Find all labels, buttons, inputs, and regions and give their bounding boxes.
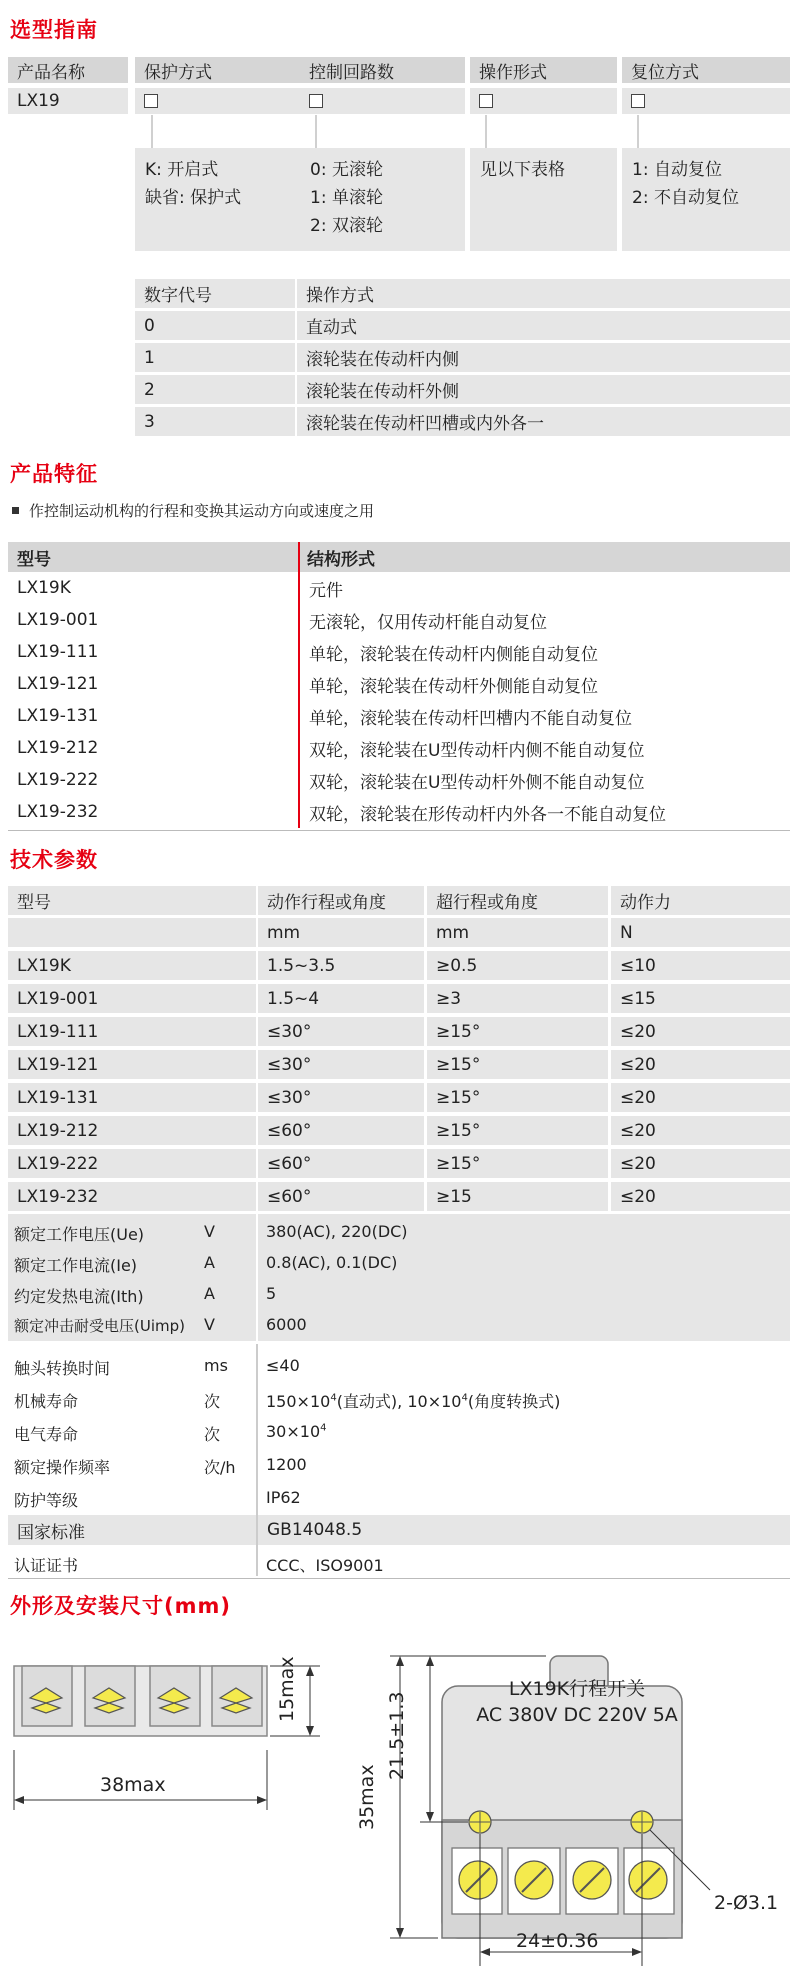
- code-row-method: 滚轮装在传动杆内侧: [297, 343, 790, 372]
- code-row-method: 直动式: [297, 311, 790, 340]
- param-unit: V: [204, 1315, 215, 1334]
- checkbox-placeholder: [309, 94, 323, 108]
- param-value: CCC、ISO9001: [266, 1556, 384, 1575]
- tech-stroke: ≤30°: [258, 1017, 424, 1046]
- param-label: 国家标准: [8, 1515, 256, 1545]
- feature-structure: 双轮，滚轮装在形传动杆内外各一不能自动复位: [300, 796, 790, 828]
- param-unit: 次/h: [204, 1458, 236, 1477]
- param-label: 机械寿命: [14, 1392, 79, 1411]
- features-header-structure: 结构形式: [298, 542, 790, 572]
- param-value: 0.8(AC), 0.1(DC): [266, 1253, 398, 1272]
- feature-model: LX19-222: [8, 764, 296, 796]
- device-label-line1: LX19K行程开关: [508, 1678, 646, 1700]
- param-unit: A: [204, 1284, 215, 1303]
- tech-force: ≤20: [611, 1182, 790, 1211]
- header-protection: 保护方式: [135, 57, 300, 83]
- tech-header-overtravel: 超行程或角度: [427, 886, 608, 915]
- tech-stroke: 1.5~3.5: [258, 951, 424, 980]
- code-row-number: 0: [135, 311, 295, 340]
- header-reset: 复位方式: [622, 57, 790, 83]
- feature-model: LX19-111: [8, 636, 296, 668]
- section-title-features: 产品特征: [10, 462, 98, 486]
- tech-unit: [8, 918, 256, 947]
- side-height-label: 15max: [276, 1656, 298, 1722]
- code-header-number: 数字代号: [135, 279, 295, 308]
- tech-stroke: ≤30°: [258, 1083, 424, 1112]
- tech-model: LX19-001: [8, 984, 256, 1013]
- code-row-method: 滚轮装在传动杆外侧: [297, 375, 790, 404]
- checkbox-placeholder: [479, 94, 493, 108]
- feature-structure: 元件: [300, 572, 790, 604]
- section-title-tech: 技术参数: [10, 848, 98, 872]
- protection-description: K: 开启式 缺省: 保护式: [135, 148, 300, 251]
- section-title-dimensions: 外形及安装尺寸(mm): [10, 1594, 231, 1618]
- hole-label: 2-Ø3.1: [714, 1892, 779, 1914]
- operation-description: 见以下表格: [470, 148, 617, 251]
- tech-stroke: ≤60°: [258, 1116, 424, 1145]
- feature-model: LX19K: [8, 572, 296, 604]
- feature-model: LX19-001: [8, 604, 296, 636]
- param-unit: 次: [204, 1425, 221, 1444]
- reset-description: 1: 自动复位 2: 不自动复位: [622, 148, 790, 251]
- header-operation: 操作形式: [470, 57, 617, 83]
- tech-unit: N: [611, 918, 790, 947]
- tech-force: ≤20: [611, 1017, 790, 1046]
- code-header-method: 操作方式: [297, 279, 790, 308]
- tech-stroke: ≤60°: [258, 1182, 424, 1211]
- param-label: 约定发热电流(Ith): [14, 1287, 144, 1306]
- total-height-label: 35max: [356, 1764, 378, 1830]
- tech-force: ≤15: [611, 984, 790, 1013]
- feature-bullet: [12, 500, 374, 521]
- device-label-line2: AC 380V DC 220V 5A: [476, 1704, 678, 1726]
- feature-structure: 双轮，滚轮装在U型传动杆外侧不能自动复位: [300, 764, 790, 796]
- reset-slot: [622, 88, 790, 114]
- param-label: 电气寿命: [14, 1425, 79, 1444]
- tech-force: ≤20: [611, 1149, 790, 1178]
- table-bottom-rule: [8, 1578, 790, 1579]
- param-label: 额定工作电流(Ie): [14, 1256, 138, 1275]
- feature-model: LX19-131: [8, 700, 296, 732]
- tech-header-force: 动作力: [611, 886, 790, 915]
- param-label: 额定工作电压(Ue): [14, 1225, 145, 1244]
- bullet-square-icon: [12, 507, 19, 514]
- tech-model: LX19-212: [8, 1116, 256, 1145]
- param-label: 触头转换时间: [14, 1359, 111, 1378]
- code-row-number: 1: [135, 343, 295, 372]
- param-label: 额定冲击耐受电压(Uimp): [14, 1317, 185, 1335]
- header-product-name: 产品名称: [8, 57, 128, 83]
- circuit-description: 0: 无滚轮 1: 单滚轮 2: 双滚轮: [300, 148, 465, 251]
- tech-overtravel: ≥15°: [427, 1149, 608, 1178]
- param-label: 认证证书: [14, 1556, 79, 1575]
- feature-model: LX19-121: [8, 668, 296, 700]
- param-value: 1200: [266, 1455, 307, 1474]
- param-value: GB14048.5: [258, 1515, 790, 1545]
- tech-overtravel: ≥15: [427, 1182, 608, 1211]
- section-title-selection: 选型指南: [10, 18, 98, 42]
- param-label: 防护等级: [14, 1491, 79, 1510]
- protection-slot: [135, 88, 300, 114]
- param-unit: V: [204, 1222, 215, 1241]
- tech-stroke: 1.5~4: [258, 984, 424, 1013]
- side-width-label: 38max: [100, 1774, 166, 1796]
- feature-structure: 单轮，滚轮装在传动杆外侧能自动复位: [300, 668, 790, 700]
- tech-overtravel: ≥15°: [427, 1050, 608, 1079]
- table-bottom-rule: [8, 830, 790, 831]
- feature-structure: 双轮，滚轮装在U型传动杆内侧不能自动复位: [300, 732, 790, 764]
- param-value: 380(AC), 220(DC): [266, 1222, 408, 1241]
- param-unit: A: [204, 1253, 215, 1272]
- tech-force: ≤20: [611, 1050, 790, 1079]
- product-name-value: LX19: [8, 88, 128, 114]
- code-row-number: 3: [135, 407, 295, 436]
- param-unit: 次: [204, 1392, 221, 1411]
- checkbox-placeholder: [631, 94, 645, 108]
- tech-unit: mm: [427, 918, 608, 947]
- hole-spacing-label: 24±0.36: [516, 1930, 599, 1952]
- feature-structure: 单轮，滚轮装在传动杆内侧能自动复位: [300, 636, 790, 668]
- param-unit: ms: [204, 1356, 228, 1375]
- operation-slot: [470, 88, 617, 114]
- tech-unit: mm: [258, 918, 424, 947]
- tech-overtravel: ≥15°: [427, 1083, 608, 1112]
- feature-bullet-text: 作控制运动机构的行程和变换其运动方向或速度之用: [29, 502, 375, 520]
- tech-force: ≤20: [611, 1116, 790, 1145]
- code-row-method: 滚轮装在传动杆凹槽或内外各一: [297, 407, 790, 436]
- tech-overtravel: ≥15°: [427, 1017, 608, 1046]
- checkbox-placeholder: [144, 94, 158, 108]
- device-label: [462, 1676, 692, 1728]
- param-label: 额定操作频率: [14, 1458, 111, 1477]
- header-circuits: 控制回路数: [300, 57, 465, 83]
- code-row-number: 2: [135, 375, 295, 404]
- param-value: ≤40: [266, 1356, 300, 1375]
- tech-model: LX19-111: [8, 1017, 256, 1046]
- feature-model: LX19-232: [8, 796, 296, 828]
- tech-model: LX19-222: [8, 1149, 256, 1178]
- tech-header-model: 型号: [8, 886, 256, 915]
- param-value-elec-life: $30\times 10^4$: [266, 1422, 327, 1441]
- tech-model: LX19-121: [8, 1050, 256, 1079]
- feature-structure: 无滚轮，仅用传动杆能自动复位: [300, 604, 790, 636]
- features-header-model: 型号: [8, 542, 298, 572]
- tech-stroke: ≤30°: [258, 1050, 424, 1079]
- tech-model: LX19-131: [8, 1083, 256, 1112]
- tech-stroke: ≤60°: [258, 1149, 424, 1178]
- tech-force: ≤20: [611, 1083, 790, 1112]
- circuits-slot: [300, 88, 465, 114]
- feature-model: LX19-212: [8, 732, 296, 764]
- param-value: IP62: [266, 1488, 301, 1507]
- tech-model: LX19K: [8, 951, 256, 980]
- tech-overtravel: ≥3: [427, 984, 608, 1013]
- param-value-mech-life: $150\times 10^4$(直动式), $10\times 10^4$(角度转换式): [266, 1392, 561, 1411]
- tech-force: ≤10: [611, 951, 790, 980]
- upper-height-label: 21.5±1.3: [386, 1691, 408, 1780]
- tech-overtravel: ≥15°: [427, 1116, 608, 1145]
- tech-header-stroke: 动作行程或角度: [258, 886, 424, 915]
- param-value: 5: [266, 1284, 277, 1303]
- param-value: 6000: [266, 1315, 307, 1334]
- tech-model: LX19-232: [8, 1182, 256, 1211]
- tech-overtravel: ≥0.5: [427, 951, 608, 980]
- feature-structure: 单轮，滚轮装在传动杆凹槽内不能自动复位: [300, 700, 790, 732]
